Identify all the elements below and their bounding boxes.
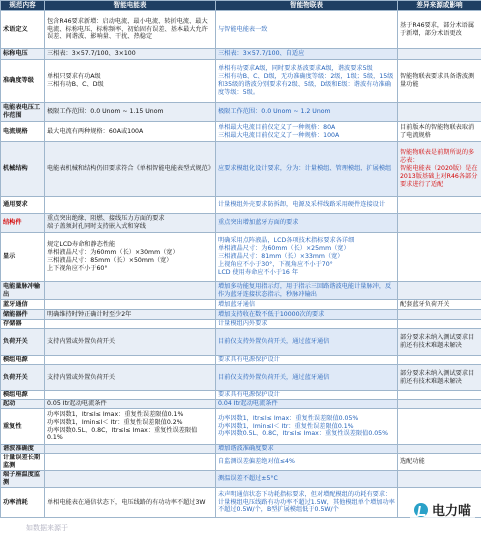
row-label: 计量误差长期监测 bbox=[1, 454, 45, 471]
difference-cell bbox=[398, 103, 481, 122]
table-row bbox=[1, 356, 481, 365]
smart-meter-cell: 最大电流有两种规格：60A或100A bbox=[45, 122, 216, 142]
row-label: 模组电源 bbox=[1, 391, 45, 400]
smart-meter-cell: 电能表机械和结构仍旧要求符合《单相智能电能表型式规范》 bbox=[45, 142, 216, 197]
difference-cell: 部分要求未纳入测试要求目前还有技术难题未解决 bbox=[398, 329, 481, 356]
table-header-row bbox=[1, 1, 481, 11]
table-row bbox=[1, 300, 481, 310]
difference-cell bbox=[398, 409, 481, 445]
header-iot-meter: 智能物联表 bbox=[216, 1, 398, 11]
iot-meter-cell: 测温误差不超过±5°C bbox=[216, 471, 398, 488]
difference-cell: 基于R46要求，部分术语属于新增，部分术语更改 bbox=[398, 11, 481, 49]
row-label: 蓝牙通信 bbox=[1, 300, 45, 310]
smart-meter-cell bbox=[45, 454, 216, 471]
difference-cell bbox=[398, 310, 481, 320]
iot-meter-cell: 增加多功能复用指示灯，用于指示三回路谐波电能计量脉冲，反作为蓝牙连接状态指示，秒脉冲输出 bbox=[216, 282, 398, 300]
row-label: 负荷开关 bbox=[1, 329, 45, 356]
table-row bbox=[1, 488, 481, 518]
table-row bbox=[1, 11, 481, 49]
table-row bbox=[1, 197, 481, 214]
row-label: 功率消耗 bbox=[1, 488, 45, 518]
brand-logo-icon bbox=[414, 503, 428, 517]
difference-cell bbox=[398, 356, 481, 365]
row-label: 显示 bbox=[1, 233, 45, 282]
iot-meter-cell: 增加谐波准确度要求 bbox=[216, 445, 398, 454]
smart-meter-cell bbox=[45, 391, 216, 400]
smart-meter-cell: 单相只要求有功A级 三相有功B、C、D级 bbox=[45, 60, 216, 103]
difference-cell: 配套蓝牙负荷开关 bbox=[398, 300, 481, 310]
table-row bbox=[1, 103, 481, 122]
smart-meter-cell: 0.05 Itr起动电流条件 bbox=[45, 400, 216, 409]
iot-meter-cell: 要求具有电源保护设计 bbox=[216, 356, 398, 365]
smart-meter-cell: 功率因数1，Itr≤I≤ Imax：重复性误差限值0.1% 功率因数1，Imin≤I＜ Itr：重复性误差限值0.2% 功率因数0.5L、0.8C，Itr≤I≤ Imax：重复性误差限值0.1% bbox=[45, 409, 216, 445]
table-row bbox=[1, 282, 481, 300]
table-row bbox=[1, 214, 481, 233]
table-row bbox=[1, 365, 481, 391]
smart-meter-cell bbox=[45, 471, 216, 488]
iot-meter-cell: 重点突出增加蓝牙方面的要求 bbox=[216, 214, 398, 233]
table-row bbox=[1, 49, 481, 60]
difference-cell: 部分要求未纳入测试要求目前还有技术难题未解决 bbox=[398, 365, 481, 391]
header-difference: 差异来源或影响 bbox=[398, 1, 481, 11]
row-label: 电能表电压工作范围 bbox=[1, 103, 45, 122]
table-row bbox=[1, 329, 481, 356]
row-label: 负荷开关 bbox=[1, 365, 45, 391]
iot-meter-cell: 要求具有电源保护设计 bbox=[216, 391, 398, 400]
smart-meter-cell: 三相表：3×57.7/100、3×100 bbox=[45, 49, 216, 60]
difference-cell bbox=[398, 282, 481, 300]
difference-cell: 智能物联表是前期所说的多芯表： 智能电能表（2020版）是在2013版基础上对R46各部分要求进行了适配 bbox=[398, 142, 481, 197]
difference-cell bbox=[398, 471, 481, 488]
table-row bbox=[1, 310, 481, 320]
iot-meter-cell: 自监测误差偏差绝对值≤4% bbox=[216, 454, 398, 471]
table-row bbox=[1, 391, 481, 400]
iot-meter-cell: 应要求模组化设计要求，分为：计量模组、管理模组、扩展模组 bbox=[216, 142, 398, 197]
iot-meter-cell: 三相表：3×57.7/100、自适应 bbox=[216, 49, 398, 60]
table-body bbox=[1, 11, 481, 518]
row-label: 结构件 bbox=[1, 214, 45, 233]
row-label: 模组电源 bbox=[1, 356, 45, 365]
smart-meter-cell bbox=[45, 445, 216, 454]
iot-meter-cell: 增加支持收在数不低于10000次的要求 bbox=[216, 310, 398, 320]
difference-cell: 智能物联表要求具备谐波测量功能 bbox=[398, 60, 481, 103]
table-row bbox=[1, 233, 481, 282]
row-label: 通用要求 bbox=[1, 197, 45, 214]
row-label: 储能器件 bbox=[1, 310, 45, 320]
table-row bbox=[1, 445, 481, 454]
table-row bbox=[1, 142, 481, 197]
iot-meter-cell: 与智能电能表一致 bbox=[216, 11, 398, 49]
smart-meter-cell: 重点突出绝缘、阻燃、接线压力方面的要求 端子盖须封孔同时支持嵌入式和穿线 bbox=[45, 214, 216, 233]
iot-meter-cell: 功率因数1，Itr≤I≤ Imax：重复性误差限值0.05% 功率因数1，Imin≤I＜ Itr：重复性误差限值0.1% 功率因数0.5L、0.8C，Itr≤I≤ Imax：重复性误差限值0.05% bbox=[216, 409, 398, 445]
iot-meter-cell: 计量模组外壳要求防拆卸，电源及采样线路采用硬件连接设计 bbox=[216, 197, 398, 214]
difference-cell bbox=[398, 391, 481, 400]
row-label: 起动 bbox=[1, 400, 45, 409]
table-row bbox=[1, 400, 481, 409]
table-row bbox=[1, 122, 481, 142]
smart-meter-cell: 明确维持时钟正确计时至少2年 bbox=[45, 310, 216, 320]
table-row bbox=[1, 409, 481, 445]
row-label: 电流规格 bbox=[1, 122, 45, 142]
iot-meter-cell: 明确采用点阵液晶，LCD各项技术指标要求各详细 单相液晶尺寸：为60mm（长）×25mm（宽） 三相液晶尺寸：81mm（长）×33mm（宽） 上视角应不小于30°，下视角应不小于70° LCD 使用寿命应不小于16 年 bbox=[216, 233, 398, 282]
difference-cell bbox=[398, 445, 481, 454]
watermark-text: 电力喵 bbox=[431, 504, 471, 519]
header-spec-content: 规范内容 bbox=[1, 1, 45, 11]
difference-cell bbox=[398, 400, 481, 409]
smart-meter-cell: 支持内置或外置负荷开关 bbox=[45, 365, 216, 391]
row-label: 端子座温度监测 bbox=[1, 471, 45, 488]
table-row bbox=[1, 60, 481, 103]
smart-meter-cell bbox=[45, 282, 216, 300]
row-label: 重复性 bbox=[1, 409, 45, 445]
difference-cell bbox=[398, 197, 481, 214]
smart-meter-cell bbox=[45, 320, 216, 329]
iot-meter-cell: 未声明通信状态下功耗指标要求，但对增配模组的功耗有要求：计量模组电压线路有功功率不超过1.5W，其他模组单个增加功率不超过0.5W/个，B型扩展模组低于0.5W/个 bbox=[216, 488, 398, 518]
table-row bbox=[1, 454, 481, 471]
smart-meter-cell bbox=[45, 197, 216, 214]
smart-meter-cell: 包含R46要求新增：启动电流、最小电流、转折电流、最大电流、标称电压、标称频率、初始固有误差、基本最大允许误差、间谐波、影响量、干扰、热稳定 bbox=[45, 11, 216, 49]
smart-meter-cell: 支持内置或外置负荷开关 bbox=[45, 329, 216, 356]
smart-meter-cell: 极限工作范围：0.0 Unom ~ 1.15 Unom bbox=[45, 103, 216, 122]
table-row bbox=[1, 320, 481, 329]
iot-meter-cell: 计量模组内外要求 bbox=[216, 320, 398, 329]
watermark-badge bbox=[410, 498, 475, 521]
watermark-sub: 如数据来源于 bbox=[26, 524, 68, 532]
iot-meter-cell: 目前仅支持外置负荷开关，通过蓝牙通信 bbox=[216, 329, 398, 356]
difference-cell: 选配功能 bbox=[398, 454, 481, 471]
table-row bbox=[1, 471, 481, 488]
iot-meter-cell: 单相最大电流目前仅定义了一种规格：80A 三相最大电流目前仅定义了一种规格：100A bbox=[216, 122, 398, 142]
smart-meter-cell: 单相电能表在通信状态下，电压线路的有功功率不超过3W bbox=[45, 488, 216, 518]
smart-meter-cell: 规定LCD寿命和静态性能 单相液晶尺寸：为60mm（长）×30mm（宽） 三相液晶尺寸：85mm（长）×50mm（宽） 上下视角应不小于60° bbox=[45, 233, 216, 282]
row-label: 谐波准确度 bbox=[1, 445, 45, 454]
row-label: 存储器 bbox=[1, 320, 45, 329]
row-label: 机械结构 bbox=[1, 142, 45, 197]
iot-meter-cell: 目前仅支持外置负荷开关，通过蓝牙通信 bbox=[216, 365, 398, 391]
row-label: 标称电压 bbox=[1, 49, 45, 60]
difference-cell bbox=[398, 214, 481, 233]
row-label: 电能量脉冲输出 bbox=[1, 282, 45, 300]
row-label: 术语定义 bbox=[1, 11, 45, 49]
iot-meter-cell: 单相有功要求A级，同时要求基波要求A级，谐波要求5级 三相有功B、C、D级，无功准确度等级：2级，1级；5级，15级和35级的谐波分别要求有2级、5级，D级和E级：谐波有功准确度等级：5级。 bbox=[216, 60, 398, 103]
difference-cell bbox=[398, 233, 481, 282]
iot-meter-cell: 增加蓝牙通信 bbox=[216, 300, 398, 310]
difference-cell bbox=[398, 49, 481, 60]
smart-meter-cell bbox=[45, 300, 216, 310]
smart-meter-cell bbox=[45, 356, 216, 365]
iot-meter-cell: 0.04 Itr起动电流条件 bbox=[216, 400, 398, 409]
difference-cell bbox=[398, 320, 481, 329]
header-smart-meter: 智能电能表 bbox=[45, 1, 216, 11]
row-label: 准确度等级 bbox=[1, 60, 45, 103]
iot-meter-cell: 极限工作范围：0.0 Unom ~ 1.2 Unom bbox=[216, 103, 398, 122]
difference-cell: 目前版本的智能物联表取消了电流规格 bbox=[398, 122, 481, 142]
